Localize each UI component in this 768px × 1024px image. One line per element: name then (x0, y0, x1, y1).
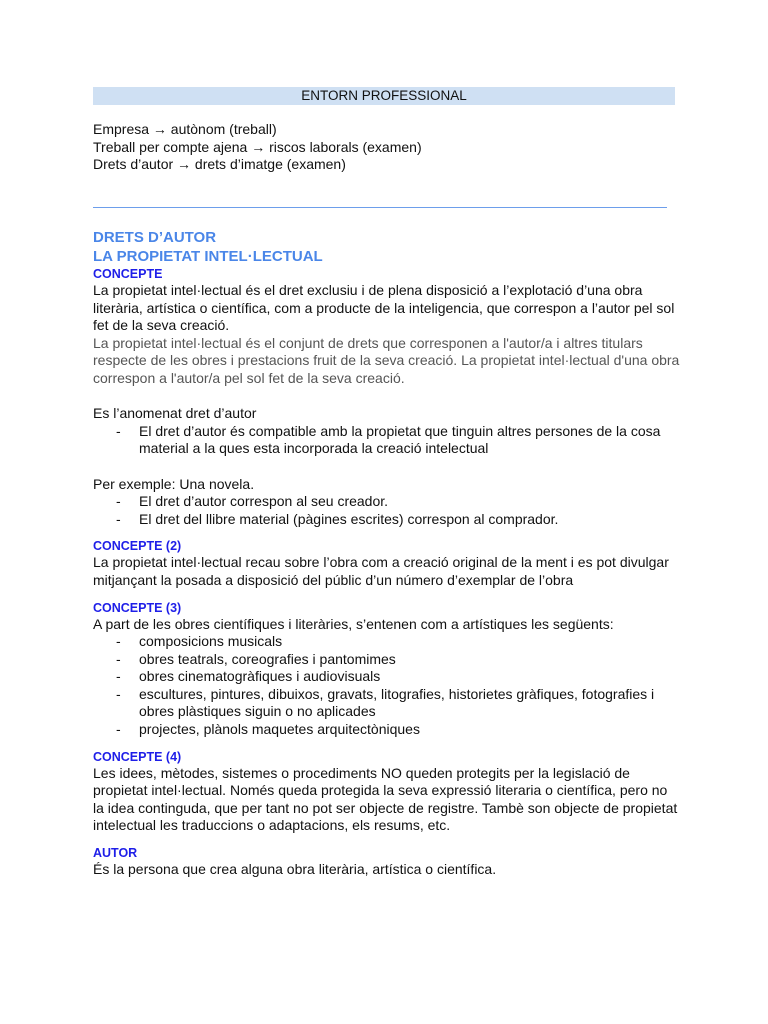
intro-line: Drets d’autor → drets d’imatge (examen) (93, 156, 346, 172)
paragraph: Les idees, mètodes, sistemes o procediments NO queden protegits per la legislació de propietat intel·lectual. Només queda protegida la seva expressió literaria o científica, pero no la idea continguda, que per tant no pot ser objecte de registre. Tambè son objecte de propietat intelectual les traduccions o adaptacions, els resums, etc. (93, 764, 678, 834)
list-item: - escultures, pintures, dibuixos, gravats, litografies, historietes gràfiques, fotografies i obres plàstiques siguin o no aplicades (116, 685, 655, 720)
section-title: DRETS D’AUTOR (93, 229, 217, 246)
concepte-3-heading: CONCEPTE (3) (93, 600, 182, 615)
paragraph: La propietat intel·lectual és el dret exclusiu i de plena disposició a l’explotació d’una obra literària, artística o científica, com a producte de la inteligencia, que correspon a l’autor pel sol fet de la seva creació. (93, 282, 675, 334)
list-item: - obres cinematogràfiques i audiovisuals (116, 668, 381, 685)
horizontal-divider (93, 207, 667, 208)
bullet-list (93, 423, 681, 458)
bullet-list (93, 493, 681, 528)
paragraph: Per exemple: Una novela. (93, 475, 255, 492)
intro-line: Treball per compte ajena → riscos laborals (examen) (93, 138, 422, 155)
concepte-heading: CONCEPTE (93, 267, 163, 281)
paragraph: És la persona que crea alguna obra literària, artística o científica. (93, 861, 497, 878)
list-item: - composicions musicals (116, 633, 283, 650)
section-subtitle: LA PROPIETAT INTEL·LECTUAL (93, 248, 323, 265)
main-content (93, 228, 681, 879)
autor-heading: AUTOR (93, 846, 138, 861)
list-item: - obres teatrals, coreografies i pantomimes (116, 650, 396, 667)
intro-block (93, 121, 683, 174)
page-title: ENTORN PROFESSIONAL (93, 87, 675, 105)
intro-line: Empresa → autònom (treball) (93, 121, 277, 137)
paragraph: Es l’anomenat dret d’autor (93, 405, 257, 422)
list-item: - El dret del llibre material (pàgines escrites) correspon al comprador. (116, 510, 559, 527)
concepte-4-heading: CONCEPTE (4) (93, 749, 182, 764)
list-item: - projectes, plànols maquetes arquitectòniques (116, 721, 420, 738)
paragraph: A part de les obres científiques i literàries, s’entenen com a artístiques les següents: (93, 615, 614, 632)
paragraph: La propietat intel·lectual recau sobre l’obra com a creació original de la ment i es pot divulgar mitjançant la posada a disposició del públic d’un número d’exemplar de l’obra (93, 554, 669, 588)
paragraph: La propietat intel·lectual és el conjunt de drets que corresponen a l'autor/a i altres titulars respecte de les obres i prestacions fruit de la seva creació. La propietat intel·lectual d'una obra correspon a l'autor/a pel sol fet de la seva creació. (93, 334, 680, 386)
concepte-2-heading: CONCEPTE (2) (93, 539, 182, 554)
list-item: - El dret d’autor és compatible amb la propietat que tinguin altres persones de la cosa material a la ques esta incorporada la creació intelectual (116, 422, 661, 457)
list-item: - El dret d’autor correspon al seu creador. (116, 493, 389, 510)
bullet-list (93, 633, 681, 739)
